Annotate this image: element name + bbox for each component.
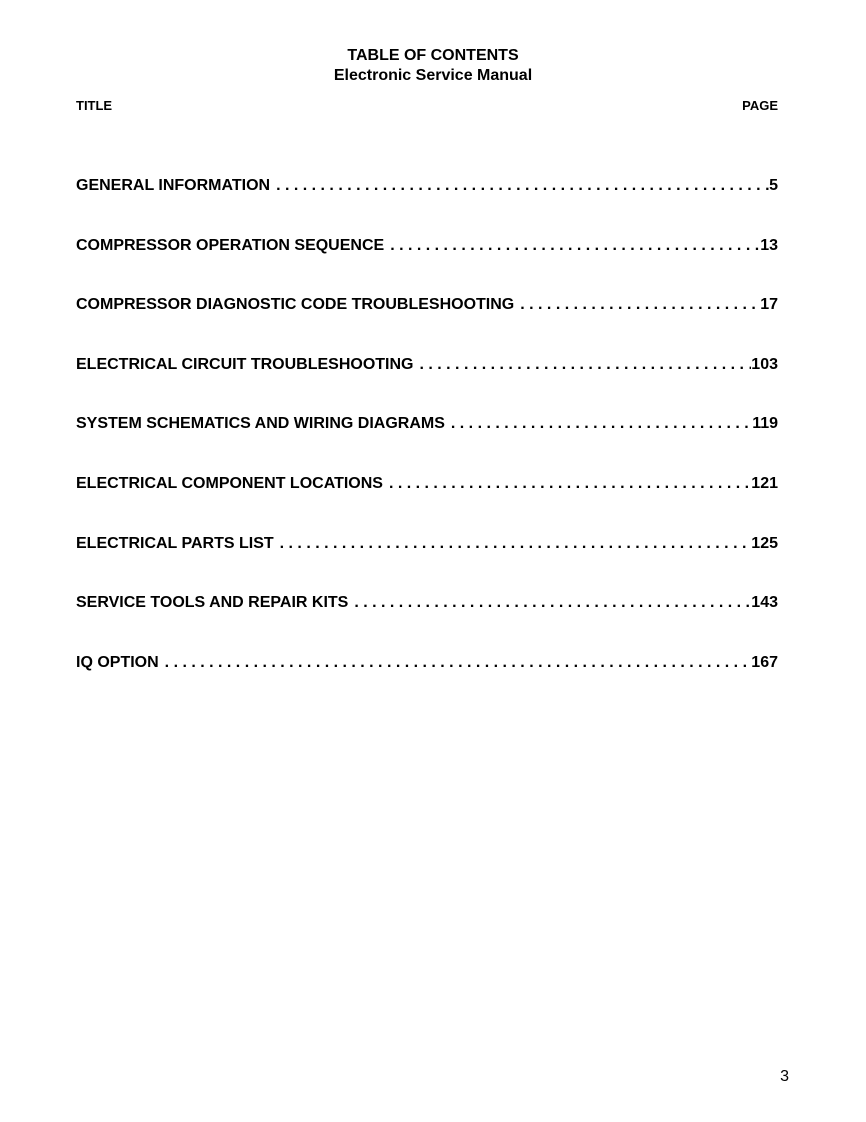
toc-entry-electrical-parts-list[interactable] [76,534,778,594]
dot-leader [514,295,760,315]
toc-entry-electrical-component-locations[interactable] [76,474,778,534]
document-title: TABLE OF CONTENTS [347,47,519,64]
toc-entry-page: 103 [751,355,778,373]
toc-entry-page: 143 [751,594,778,612]
page-column-header: PAGE [742,98,778,113]
toc-entry-page: 13 [760,236,778,254]
toc-entry-electrical-circuit-troubleshooting[interactable] [76,355,778,415]
toc-entry-page: 17 [760,296,778,314]
toc-entry-general-information[interactable] [76,176,778,236]
toc-entry-label: SYSTEM SCHEMATICS AND WIRING DIAGRAMS [76,415,445,433]
toc-entry-label: GENERAL INFORMATION [76,177,271,194]
toc-entry-system-schematics-and-wiring-diagrams[interactable] [76,414,778,474]
dot-leader [348,593,751,613]
toc-entry-service-tools-and-repair-kits[interactable] [76,593,778,653]
toc-entry-label: SERVICE TOOLS AND REPAIR KITS [76,594,349,612]
toc-entry-page: 167 [751,653,778,671]
toc-entry-label: ELECTRICAL COMPONENT LOCATIONS [76,474,383,492]
dot-leader [445,414,752,434]
toc-entry-page: 125 [751,534,778,552]
toc-entry-compressor-diagnostic-code-troubleshooting[interactable] [76,295,778,355]
dot-leader [270,176,769,196]
toc-entry-label: COMPRESSOR OPERATION SEQUENCE [76,236,385,254]
dot-leader [159,653,752,673]
toc-entry-label: IQ OPTION [76,653,159,671]
table-of-contents [76,176,778,712]
page-number: 3 [780,1068,789,1085]
toc-entry-label: COMPRESSOR DIAGNOSTIC CODE TROUBLESHOOTING [76,296,515,314]
toc-entry-label: ELECTRICAL CIRCUIT TROUBLESHOOTING [76,355,414,373]
title-column-header: TITLE [76,98,113,113]
toc-entry-page: 119 [752,415,778,433]
dot-leader [384,236,760,256]
document-subtitle: Electronic Service Manual [333,67,533,84]
toc-entry-compressor-operation-sequence[interactable] [76,236,778,296]
dot-leader [413,355,751,375]
dot-leader [383,474,751,494]
toc-entry-iq-option[interactable] [76,653,778,713]
dot-leader [274,534,752,554]
toc-entry-label: ELECTRICAL PARTS LIST [76,534,274,552]
toc-entry-page: 121 [751,474,778,492]
toc-entry-page: 5 [769,177,778,194]
